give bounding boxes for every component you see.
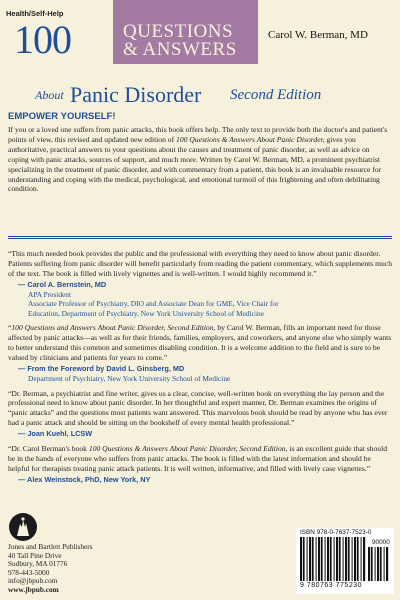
- quote-affiliation: Education, Department of Psychiatry, New York University School of Medicine: [28, 308, 264, 318]
- title-questions: QUESTIONS: [123, 21, 234, 42]
- barcode-bar: [357, 537, 359, 581]
- publisher-street: 40 Tall Pine Drive: [8, 550, 62, 560]
- intro-paragraph: [8, 125, 392, 194]
- author-name: Carol W. Berman, MD: [268, 29, 368, 41]
- divider-bottom: [8, 238, 392, 239]
- divider-top: [8, 236, 392, 237]
- price-code: 90000: [372, 539, 390, 546]
- barcode-bar: [316, 537, 317, 581]
- quote-attribution: — Joan Kuehl, LCSW: [18, 429, 93, 439]
- barcode-bar: [325, 537, 326, 581]
- barcode-bar: [307, 537, 308, 581]
- quote-book-title: 100 Questions & Answers About Panic Disorder, Second Edition,: [88, 444, 288, 454]
- intro-text-1: If you or a loved one suffers from panic attacks, this book offers help. The only text to provide both the doctor's and patient's points of view, this revised and updated new edition of: [8, 125, 388, 144]
- publisher-info: [8, 543, 93, 595]
- publisher-phone: 978-443-5000: [8, 567, 50, 577]
- ean-barcode-icon: [300, 537, 366, 581]
- barcode-bar: [368, 547, 370, 581]
- publisher-website: www.jbpub.com: [8, 584, 59, 594]
- barcode-bar: [327, 537, 329, 581]
- barcode-bar: [377, 547, 379, 581]
- quote-open: “: [8, 323, 12, 333]
- barcode-bar: [336, 537, 338, 581]
- barcode-bar: [386, 547, 388, 581]
- quote-text: “Dr. Berman, a psychiatrist and fine writer, gives us a clear, concise, well-written book on everything the lay person and the professional need to know about panic disorder. In her thoughtful and expert manner, Dr. Berman examines the origins of “panic attacks” and the questions most patients want answered. This marvelous book should be read by anyone who has ever had a panic attack and should be sitting on the bookshelf of every mental health professional.”: [8, 388, 388, 428]
- endorsement: [8, 444, 392, 485]
- barcode-bar: [361, 537, 362, 581]
- quote-body: by Carol W. Berman, fills an important need for those affected by panic attacks—as well as for their friends, families, employers, and coworkers, and anyone else who simply wants to better understand this common and sometimes disabling condition. It is a welcome addition to the field and is sure to be valued by clinicians and patients for years to come.”: [8, 323, 392, 363]
- intro-text-2: gives you authoritative, practical answers to your questions about the causes and treatment of panic disorder, as well as advice on coping with panic attacks, sources of support, and much more. Written by Carol W. Berman, MD, a prominent psychiatrist specializing in the treatment of panic disorder, and with commentary from a patient, this book is an invaluable resource for understanding and coping with the medical, psychological, and emotional turmoil of this frightening and often debilitating condition.: [8, 134, 382, 194]
- barcode-bar: [330, 537, 332, 581]
- endorsement: [8, 249, 392, 318]
- quote-text: [8, 323, 392, 363]
- category-label: Health/Self-Help: [6, 9, 64, 18]
- title-answers: & ANSWERS: [123, 39, 237, 60]
- barcode-bar: [371, 547, 373, 581]
- barcode-bar: [352, 537, 353, 581]
- endorsement: [8, 323, 392, 383]
- quote-affiliation: APA President: [28, 289, 72, 299]
- quote-attribution: — Alex Weinstock, PhD, New York, NY: [18, 474, 151, 484]
- title-subject: Panic Disorder: [70, 82, 202, 107]
- quote-book-title: 100 Questions and Answers About Panic Disorder, Second Edition,: [11, 323, 216, 333]
- barcode-bar: [354, 537, 356, 581]
- barcode-bar: [348, 537, 350, 581]
- publisher-name: Jones and Bartlett Publishers: [8, 542, 93, 551]
- empower-heading: EMPOWER YOURSELF!: [8, 111, 116, 122]
- barcode-bar: [375, 547, 376, 581]
- barcode-bar: [321, 537, 323, 581]
- intro-book-title: 100 Questions & Answers About Panic Disorder,: [176, 134, 325, 144]
- quote-open: “Dr. Carol Berman's book: [8, 444, 89, 454]
- barcode-bar: [303, 537, 305, 581]
- isbn-label: ISBN 978-0-7637-7523-0: [300, 529, 372, 536]
- barcode-bar: [339, 537, 341, 581]
- quote-attribution: — From the Foreword by David L. Ginsberg, MD: [18, 364, 185, 374]
- quote-body: is an excellent guide that should be in the hands of everyone who suffers from panic attacks. The book is filled with the latest information and should be helpful for therapists treating panic attack patients. It is well written, informative, and filled with lively case vignettes.”: [8, 444, 387, 473]
- title-edition: Second Edition: [230, 87, 322, 103]
- endorsements: [8, 249, 392, 485]
- barcode-bar: [334, 537, 335, 581]
- quote-text: “This much needed book provides the public and the professional with everything they need to know about panic disorder. Patients suffering from panic disorder will benefit particularly from reading the patient commentary, which supplements much of the text. The book is filled with lively vignettes and is well-written. I would highly recommend it.”: [8, 249, 393, 278]
- title-number: 100: [14, 17, 71, 62]
- quote-attribution: — Carol A. Bernstein, MD: [18, 279, 107, 289]
- publisher-email: info@jbpub.com: [8, 576, 58, 586]
- quote-affiliation: Department of Psychiatry, New York University School of Medicine: [28, 373, 231, 383]
- barcode-bar: [343, 537, 344, 581]
- barcode-bar: [318, 537, 320, 581]
- addon-barcode-icon: [368, 547, 390, 581]
- barcode-bar: [312, 537, 314, 581]
- barcode-bar: [380, 547, 382, 581]
- publisher-city: Sudbury, MA 01776: [8, 559, 68, 569]
- barcode-bar: [345, 537, 347, 581]
- quote-text: [8, 444, 392, 474]
- barcode-bar: [384, 547, 385, 581]
- barcode-bar: [300, 537, 302, 581]
- barcode-bar: [363, 537, 365, 581]
- publisher-logo-icon: [8, 512, 38, 542]
- endorsement: [8, 389, 392, 440]
- quote-affiliation: Associate Professor of Psychiatry, DIO and Associate Dean for GME, Vice Chair for: [28, 299, 279, 309]
- ean-number: 9 780763 775230: [300, 582, 362, 589]
- barcode-bar: [309, 537, 311, 581]
- title-about: About: [35, 88, 64, 102]
